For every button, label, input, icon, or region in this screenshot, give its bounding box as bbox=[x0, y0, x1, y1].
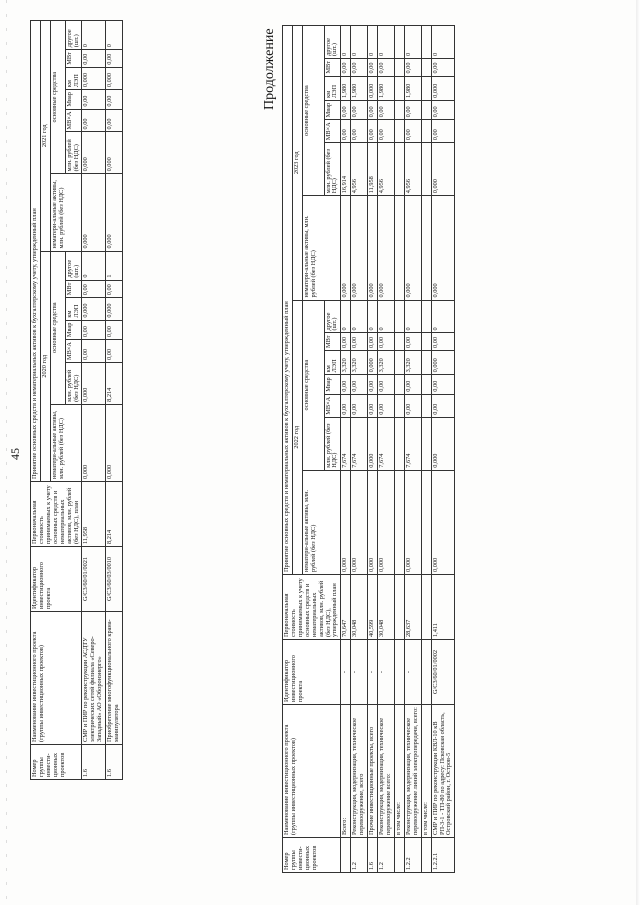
cell-value: 4,956 bbox=[378, 143, 395, 196]
cell-name: Реконструкция, модернизация, техническое перевооружение линий электропередачи, всего: bbox=[404, 705, 421, 838]
cell-value: 0 bbox=[378, 26, 395, 59]
table-row bbox=[431, 26, 455, 873]
cell-value: 0,00 bbox=[106, 50, 123, 68]
cell-value: 0,00 bbox=[106, 320, 123, 339]
cell-value: 0,00 bbox=[404, 375, 421, 394]
cell-value: 0,00 bbox=[341, 333, 351, 351]
cell-value: 0,00 bbox=[106, 90, 123, 109]
cell-value: 0,000 bbox=[368, 417, 378, 470]
cell-name: Прочие инвестиционные проекты, всего bbox=[368, 705, 378, 838]
cell-cost bbox=[421, 575, 431, 640]
cell-id: G/C3/60/01/0021 bbox=[82, 547, 106, 612]
cell-value: 0,00 bbox=[351, 100, 368, 119]
cell-value bbox=[394, 58, 404, 76]
cell-value: 0,00 bbox=[378, 100, 395, 119]
cell-value: 4,956 bbox=[404, 143, 421, 196]
header-km-lep-b: км ЛЭП bbox=[324, 76, 341, 100]
cell-cost bbox=[394, 575, 404, 640]
table-row bbox=[341, 26, 351, 873]
cell-value bbox=[394, 76, 404, 100]
cell-value: 1,980 bbox=[404, 76, 421, 100]
cell-value: 0,000 bbox=[351, 470, 368, 574]
header-fixed-assets-a: основные средства bbox=[50, 251, 65, 404]
cell-value: 0,000 bbox=[368, 76, 378, 100]
cell-value: 0 bbox=[404, 300, 421, 333]
cell-value: 0,000 bbox=[431, 196, 455, 300]
cell-group: 1.2.2.1 bbox=[431, 838, 455, 873]
cell-name: СМР и ПИР по реконструкции КВЛ-10 кВ РП-3-1 - ТП-80 по адресу: Псковская область, Островский район, г. Остров-5 bbox=[431, 705, 455, 838]
cell-id: G/C3/60/01/0002 bbox=[431, 640, 455, 705]
cell-value bbox=[421, 58, 431, 76]
cell-value: 0,00 bbox=[341, 375, 351, 394]
header-mvar-b: Мвар bbox=[65, 90, 82, 109]
header-intangible-a: нематери-альные активы, млн. рублей (без НДС) bbox=[50, 404, 82, 481]
cell-name: Приобретение многофункционального крана-манипулятора bbox=[106, 612, 123, 745]
cell-value: 0,00 bbox=[368, 333, 378, 351]
cell-value: 0 bbox=[351, 300, 368, 333]
header-initial-cost: Первоначальная стоимость принимаемых к учету основных средств и нематериальных активов, млн. рублей (без НДС), план bbox=[31, 482, 82, 547]
cell-cost: 1,411 bbox=[431, 575, 455, 640]
acceptance-table-2 bbox=[282, 25, 455, 873]
cell-value: 0,000 bbox=[82, 174, 106, 251]
cell-name: в том числе: bbox=[421, 705, 431, 838]
cell-value: 0,000 bbox=[431, 143, 455, 196]
cell-group bbox=[421, 838, 431, 873]
header-mln-rub-a: млн. рублей (без НДС) bbox=[324, 417, 341, 470]
header-km-lep-b: км ЛЭП bbox=[65, 67, 82, 89]
cell-value: 0,00 bbox=[351, 394, 368, 417]
header-project-id: Идентификатор инвестиционного проекта bbox=[31, 547, 82, 612]
header-mw-b: МВт bbox=[324, 58, 341, 76]
cell-value: 0,000 bbox=[82, 362, 106, 404]
cell-value bbox=[421, 100, 431, 119]
cell-value: 7,674 bbox=[378, 417, 395, 470]
cell-value: 0,00 bbox=[82, 50, 106, 68]
cell-value: 0,00 bbox=[351, 120, 368, 143]
header-mva-b: МВ×А bbox=[324, 120, 341, 143]
table-row bbox=[351, 26, 368, 873]
cell-value: 0,000 bbox=[431, 470, 455, 574]
acceptance-table-1 bbox=[30, 20, 123, 780]
cell-value: 0,000 bbox=[82, 132, 106, 174]
cell-value: 3,320 bbox=[341, 351, 351, 375]
cell-value: 0,00 bbox=[106, 109, 123, 132]
header-year-b: 2023 год bbox=[292, 26, 302, 301]
header-year-a: 2022 год bbox=[292, 300, 302, 574]
header-mva-a: МВ×А bbox=[324, 394, 341, 417]
cell-id: - bbox=[351, 640, 368, 705]
cell-cost: 70,647 bbox=[341, 575, 351, 640]
cell-group: 1.6 bbox=[368, 838, 378, 873]
header-km-lep-a: км ЛЭП bbox=[324, 351, 341, 375]
cell-value bbox=[394, 351, 404, 375]
cell-value: 0,000 bbox=[106, 132, 123, 174]
cell-value: 0,00 bbox=[404, 120, 421, 143]
cell-value: 0,00 bbox=[431, 333, 455, 351]
table-row bbox=[404, 26, 421, 873]
cell-value: 0,00 bbox=[431, 394, 455, 417]
cell-value bbox=[394, 300, 404, 333]
continuation-label: Продолжение bbox=[262, 28, 277, 110]
header-initial-cost: Первоначальная стоимость принимаемых к учету основных средств и нематериальных активов, млн. рублей (без НДС), утвержденный план bbox=[283, 575, 341, 640]
cell-value: 7,674 bbox=[341, 417, 351, 470]
header-mln-rub-a: млн. рублей (без НДС) bbox=[65, 362, 82, 404]
cell-value: 0,000 bbox=[431, 417, 455, 470]
cell-value: 0 bbox=[82, 251, 106, 280]
cell-value: 0,00 bbox=[106, 340, 123, 363]
header-year-a: 2020 год bbox=[40, 251, 50, 481]
cell-value: 16,914 bbox=[341, 143, 351, 196]
cell-value: 0 bbox=[404, 26, 421, 59]
cell-value: 0,000 bbox=[378, 196, 395, 300]
header-intangible-b: нематери-альные активы, млн. рублей (без НДС) bbox=[50, 174, 82, 251]
cell-value bbox=[394, 143, 404, 196]
cell-cost: 30,048 bbox=[378, 575, 395, 640]
cell-value: 0,00 bbox=[368, 58, 378, 76]
cell-value: 0,000 bbox=[404, 196, 421, 300]
cell-id: - bbox=[378, 640, 395, 705]
cell-value: 0,00 bbox=[368, 394, 378, 417]
cell-value: 0 bbox=[106, 21, 123, 50]
table-row bbox=[106, 21, 123, 780]
cell-group: 1.2 bbox=[378, 838, 395, 873]
cell-value bbox=[421, 333, 431, 351]
cell-value: 0,000 bbox=[368, 196, 378, 300]
cell-value bbox=[394, 417, 404, 470]
cell-value bbox=[394, 375, 404, 394]
header-year-b: 2021 год bbox=[40, 21, 50, 252]
cell-name: Реконструкция, модернизация, техническое перевооружение, всего bbox=[351, 705, 368, 838]
cell-value: 0,00 bbox=[431, 120, 455, 143]
cell-group: 1.6 bbox=[82, 745, 106, 780]
cell-value: 0 bbox=[431, 26, 455, 59]
cell-value: 1,980 bbox=[341, 76, 351, 100]
cell-value: 1 bbox=[106, 251, 123, 280]
cell-value: 0 bbox=[431, 300, 455, 333]
cell-group: 1.2 bbox=[351, 838, 368, 873]
cell-value: 0 bbox=[378, 300, 395, 333]
cell-value bbox=[394, 100, 404, 119]
page-number: 45 bbox=[8, 448, 22, 460]
header-group-no: Номер группы инвести-ционных проектов bbox=[31, 745, 82, 780]
header-group-no: Номер группы инвести-ционных проектов bbox=[283, 838, 341, 873]
cell-id: - bbox=[368, 640, 378, 705]
table-row bbox=[421, 26, 431, 873]
table-row bbox=[394, 26, 404, 873]
header-other-b: другое (шт.) bbox=[324, 26, 341, 59]
header-km-lep-a: км ЛЭП bbox=[65, 298, 82, 320]
cell-value: 0,00 bbox=[368, 120, 378, 143]
cell-value: 0,00 bbox=[82, 280, 106, 298]
header-mva-b: МВ×А bbox=[65, 109, 82, 132]
cell-name: СМР и ПИР по реконструкции АСДТУ электрических сетей филиала «Северо-Западный» АО «Оборонэнерго» bbox=[82, 612, 106, 745]
cell-group bbox=[341, 838, 351, 873]
cell-value: 0 bbox=[368, 26, 378, 59]
header-mvar-a: Мвар bbox=[324, 375, 341, 394]
cell-value bbox=[421, 120, 431, 143]
cell-value: 1,980 bbox=[378, 76, 395, 100]
header-fixed-assets-b: основные средства bbox=[302, 26, 324, 196]
cell-value: 0,00 bbox=[341, 58, 351, 76]
cell-value: 0,00 bbox=[341, 394, 351, 417]
header-acceptance-title: Принятие основных средств и нематериальных активов к бухгалтерскому учету, утвержденный план bbox=[31, 21, 41, 482]
cell-value bbox=[394, 120, 404, 143]
cell-value: 0,00 bbox=[431, 58, 455, 76]
header-other-a: другое (шт.) bbox=[324, 300, 341, 333]
cell-value bbox=[421, 351, 431, 375]
cell-cost: 40,599 bbox=[368, 575, 378, 640]
cell-value: 0 bbox=[341, 300, 351, 333]
cell-cost: 8,214 bbox=[106, 482, 123, 547]
cell-value: 7,674 bbox=[404, 417, 421, 470]
cell-value: 3,320 bbox=[378, 351, 395, 375]
cell-value: 0,00 bbox=[404, 100, 421, 119]
cell-value: 0,000 bbox=[404, 470, 421, 574]
cell-value: 0,00 bbox=[404, 394, 421, 417]
cell-value: 0,000 bbox=[368, 470, 378, 574]
cell-value: 0,00 bbox=[368, 100, 378, 119]
cell-cost: 28,637 bbox=[404, 575, 421, 640]
cell-value bbox=[394, 470, 404, 574]
cell-value bbox=[421, 375, 431, 394]
table-row bbox=[82, 21, 106, 780]
cell-value: 0,000 bbox=[368, 351, 378, 375]
header-other-b: другое (шт.) bbox=[65, 21, 82, 50]
cell-id: - bbox=[341, 640, 351, 705]
cell-value: 0,00 bbox=[351, 58, 368, 76]
cell-value bbox=[421, 394, 431, 417]
cell-value: 0 bbox=[351, 26, 368, 59]
cell-value: 0,000 bbox=[82, 67, 106, 89]
cell-value: 0 bbox=[82, 21, 106, 50]
cell-value bbox=[394, 26, 404, 59]
cell-value: 0,00 bbox=[404, 58, 421, 76]
cell-value bbox=[421, 76, 431, 100]
cell-id: G/C3/60/03/0010 bbox=[106, 547, 123, 612]
cell-value: 0 bbox=[341, 26, 351, 59]
cell-value: 0,000 bbox=[106, 404, 123, 481]
cell-value: 0,000 bbox=[431, 351, 455, 375]
table-row bbox=[378, 26, 395, 873]
cell-value bbox=[421, 143, 431, 196]
cell-value: 0,00 bbox=[82, 340, 106, 363]
cell-value bbox=[421, 196, 431, 300]
cell-value: 0,00 bbox=[404, 333, 421, 351]
cell-value: 0,000 bbox=[106, 298, 123, 320]
cell-id: - bbox=[404, 640, 421, 705]
cell-value: 0,000 bbox=[341, 470, 351, 574]
header-intangible-a: нематери-альные активы, млн. рублей (без НДС) bbox=[302, 470, 341, 574]
cell-group bbox=[394, 838, 404, 873]
header-acceptance-title: Принятие основных средств и нематериальных активов к бухгалтерскому учету, утвержденный план bbox=[283, 26, 293, 575]
cell-value: 0,00 bbox=[351, 333, 368, 351]
cell-name: в том числе: bbox=[394, 705, 404, 838]
cell-value: 0,00 bbox=[82, 320, 106, 339]
cell-value: 3,320 bbox=[351, 351, 368, 375]
cell-value: 0,00 bbox=[378, 58, 395, 76]
cell-value: 0,00 bbox=[106, 280, 123, 298]
cell-group: 1.2.2 bbox=[404, 838, 421, 873]
cell-value bbox=[421, 26, 431, 59]
cell-value: 0,000 bbox=[82, 298, 106, 320]
header-other-a: другое (шт.) bbox=[65, 251, 82, 280]
header-mw-b: МВт bbox=[65, 50, 82, 68]
cell-value bbox=[421, 300, 431, 333]
cell-value: 4,956 bbox=[351, 143, 368, 196]
cell-value: 0,00 bbox=[378, 120, 395, 143]
cell-value: 7,674 bbox=[351, 417, 368, 470]
cell-group: 1.6 bbox=[106, 745, 123, 780]
cell-name: Реконструкция, модернизация, техническое перевооружение всего: bbox=[378, 705, 395, 838]
cell-value bbox=[421, 470, 431, 574]
cell-value: 0,000 bbox=[106, 174, 123, 251]
cell-value bbox=[421, 417, 431, 470]
cell-value: 0,00 bbox=[378, 394, 395, 417]
cell-value: 8,214 bbox=[106, 362, 123, 404]
cell-value: 0,000 bbox=[82, 404, 106, 481]
header-intangible-b: нематери-альные активы, млн. рублей (без НДС) bbox=[302, 196, 341, 300]
table-row bbox=[368, 26, 378, 873]
cell-value: 0,00 bbox=[82, 90, 106, 109]
cell-value: 0,00 bbox=[431, 100, 455, 119]
cell-value: 0,00 bbox=[341, 100, 351, 119]
header-project-name: Наименование инвестиционного проекта (группы инвестиционных проектов) bbox=[31, 612, 82, 745]
cell-value: 11,958 bbox=[368, 143, 378, 196]
header-mva-a: МВ×А bbox=[65, 340, 82, 363]
cell-value: 0,000 bbox=[106, 67, 123, 89]
header-mw-a: МВт bbox=[324, 333, 341, 351]
cell-value: 0,000 bbox=[431, 76, 455, 100]
cell-value: 0,00 bbox=[431, 375, 455, 394]
cell-value: 0 bbox=[368, 300, 378, 333]
header-mw-a: МВт bbox=[65, 280, 82, 298]
cell-value bbox=[394, 333, 404, 351]
cell-value bbox=[394, 196, 404, 300]
header-fixed-assets-a: основные средства bbox=[302, 300, 324, 470]
header-mvar-b: Мвар bbox=[324, 100, 341, 119]
header-project-name: Наименование инвестиционного проекта (группы инвестиционных проектов) bbox=[283, 705, 341, 838]
cell-cost: 30,048 bbox=[351, 575, 368, 640]
cell-value: 0,00 bbox=[368, 375, 378, 394]
cell-value: 3,320 bbox=[404, 351, 421, 375]
cell-name: Всего: bbox=[341, 705, 351, 838]
cell-value: 0,00 bbox=[341, 120, 351, 143]
cell-value: 0,000 bbox=[351, 196, 368, 300]
cell-value bbox=[394, 394, 404, 417]
header-mvar-a: Мвар bbox=[65, 320, 82, 339]
header-project-id: Идентификатор инвестиционного проекта bbox=[283, 640, 341, 705]
cell-value: 0,000 bbox=[378, 470, 395, 574]
cell-cost: 11,958 bbox=[82, 482, 106, 547]
cell-id bbox=[421, 640, 431, 705]
cell-value: 0,00 bbox=[378, 375, 395, 394]
cell-value: 0,00 bbox=[378, 333, 395, 351]
header-mln-rub-b: млн. рублей (без НДС) bbox=[324, 143, 341, 196]
cell-value: 0,000 bbox=[341, 196, 351, 300]
header-mln-rub-b: млн. рублей (без НДС) bbox=[65, 132, 82, 174]
cell-id bbox=[394, 640, 404, 705]
cell-value: 1,980 bbox=[351, 76, 368, 100]
header-fixed-assets-b: основные средства bbox=[50, 21, 65, 174]
cell-value: 0,00 bbox=[82, 109, 106, 132]
cell-value: 0,00 bbox=[351, 375, 368, 394]
